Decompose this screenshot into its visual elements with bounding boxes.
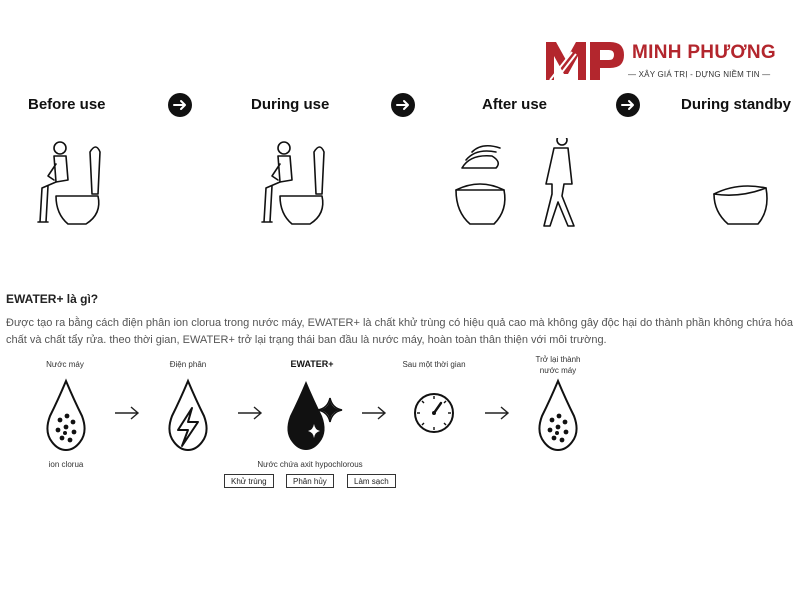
clock-icon: [413, 392, 455, 434]
arrow-right-icon: [484, 405, 510, 421]
tag-clean: Làm sạch: [347, 474, 396, 488]
section-body: Được tạo ra bằng cách điện phân ion clorua trong nước máy, EWATER+ là chất khử trùng có hiệu quả cao mà không gây độc hại do thành phần không chứa hóa chất và chất tẩy rửa. theo thời gian, EWATER+ trở lại trạng thái ban đầu là nước máy, hoàn toàn thân thiện với môi trường.: [6, 317, 793, 346]
tag-disinfect: Khử trùng: [224, 474, 274, 488]
return-label-line2: nước máy: [539, 366, 577, 375]
step-title-before-use: Before use: [28, 96, 106, 113]
arrow-right-circle-icon: [168, 93, 192, 117]
sparkle-drop-icon: [284, 378, 348, 452]
tap-water-label: Nước máy: [46, 360, 84, 369]
lightning-drop-icon: [166, 378, 210, 452]
ewater-caption: Nước chứa axit hypochlorous: [257, 460, 363, 469]
arrow-right-icon: [114, 405, 140, 421]
arrow-right-circle-icon: [391, 93, 415, 117]
water-drop-dots-icon: [44, 378, 88, 452]
person-seated-toilet-icon: [258, 138, 328, 230]
brand-slogan: — XÂY GIÁ TRỊ - DỰNG NIỀM TIN —: [628, 70, 771, 79]
step-title-during-standby: During standby: [681, 96, 792, 113]
chloride-ion-caption: ion clorua: [48, 460, 84, 469]
return-label-line1: Trở lại thành: [535, 355, 581, 364]
brand-name: MINH PHƯƠNG: [632, 42, 776, 63]
section-title: EWATER+ là gì?: [6, 292, 99, 306]
person-walking-away-icon: [452, 138, 582, 230]
step-title-after-use: After use: [482, 96, 548, 113]
brand-logo-icon: [544, 36, 626, 82]
arrow-right-icon: [361, 405, 387, 421]
tag-decompose: Phân hủy: [286, 474, 334, 488]
arrow-right-circle-icon: [616, 93, 640, 117]
person-seated-toilet-icon: [34, 138, 104, 230]
toilet-closed-icon: [708, 138, 772, 230]
step-title-during-use: During use: [251, 96, 330, 113]
arrow-right-icon: [237, 405, 263, 421]
water-drop-dots-icon: [536, 378, 580, 452]
electrolysis-label: Điện phân: [169, 360, 207, 369]
ewater-label: EWATER+: [290, 359, 334, 369]
after-time-label: Sau một thời gian: [402, 360, 466, 369]
